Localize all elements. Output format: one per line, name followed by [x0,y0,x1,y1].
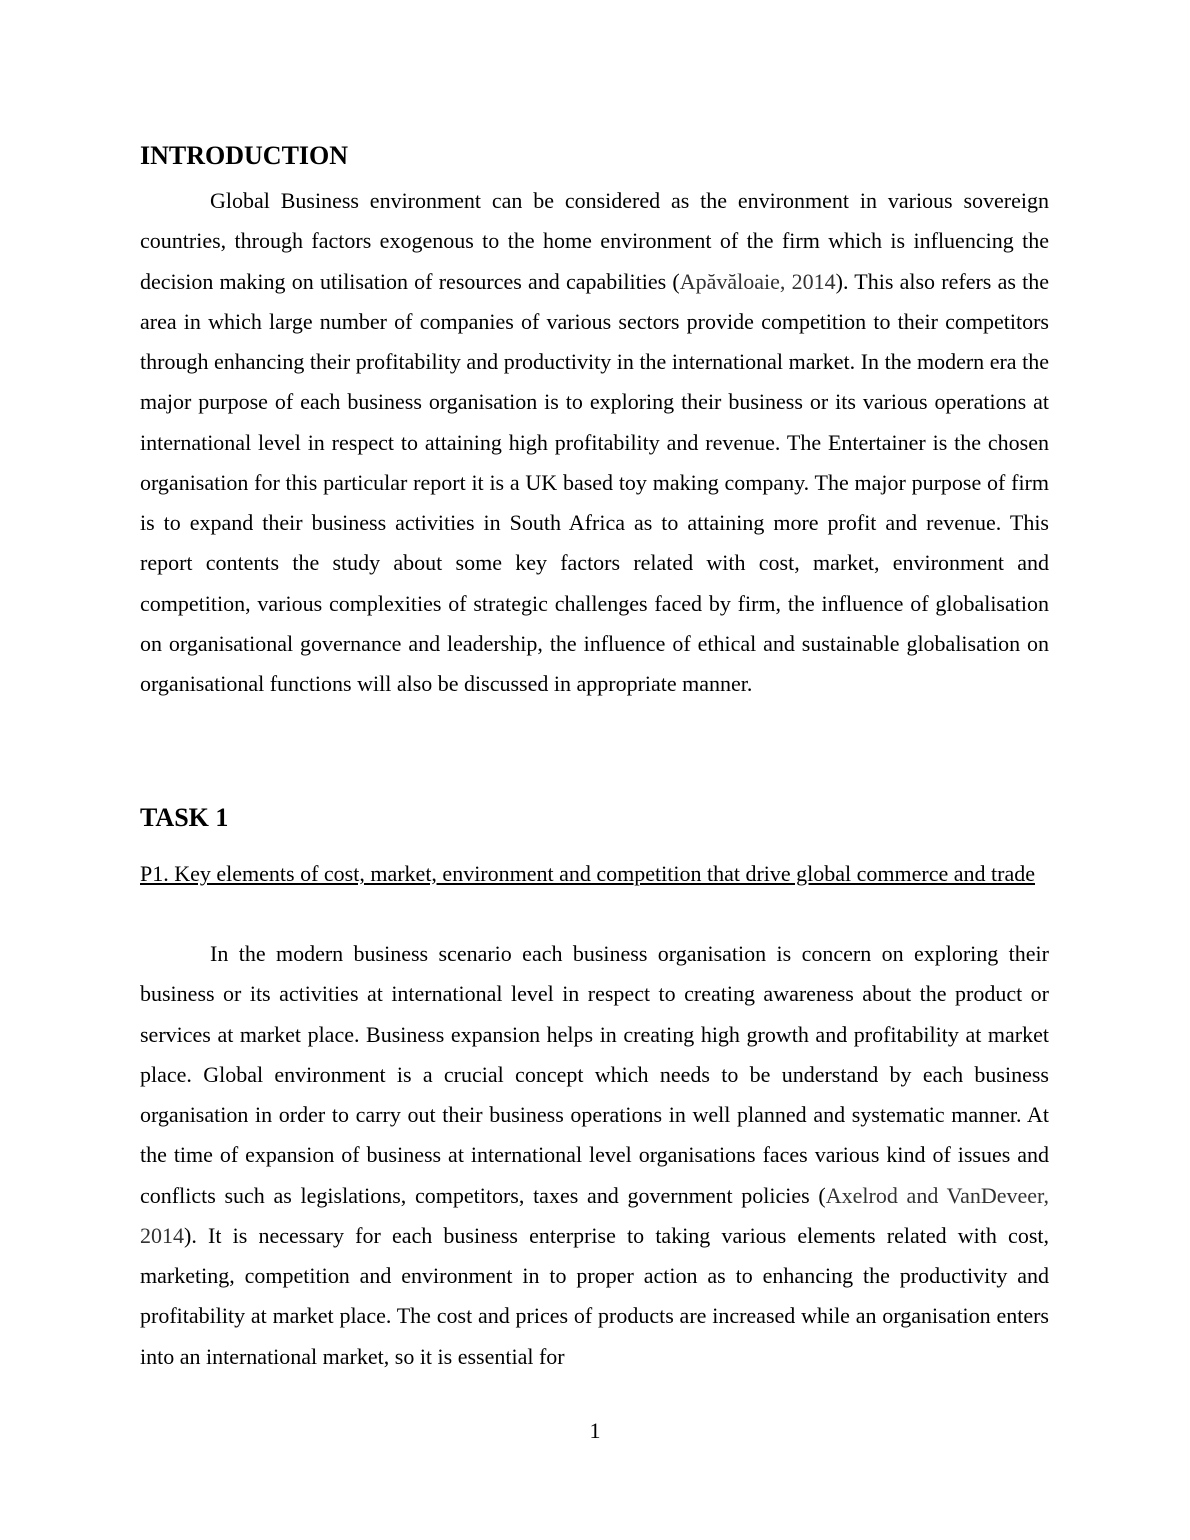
page-number: 1 [589,1418,601,1443]
citation-apavaloaie: Apăvăloaie, 2014 [679,268,836,294]
task1-paragraph [140,934,1049,1377]
task1-text-part-1: In the modern business scenario each business organisation is concern on exploring their business or its activities at international level in respect to creating awareness about the product or services at market place. Business expansion helps in creating high growth and profitability at market place. Global environment is a crucial concept which needs to be understand by each business organisation in order to carry out their business operations in well planned and systematic manner. At the time of expansion of business at international level organisations faces various kind of issues and conflicts such as legislations, competitors, taxes and government policies ( [140,941,1049,1208]
p1-subheading: P1. Key elements of cost, market, environment and competition that drive global commerce and trade [140,861,1035,886]
introduction-text-part-2: ). This also refers as the area in which large number of companies of various sectors provide competition to their competitors through enhancing their profitability and productivity in the international market. In the modern era the major purpose of each business organisation is to exploring their business or its various operations at international level in respect to attaining high profitability and revenue. The Entertainer is the chosen organisation for this particular report it is a UK based toy making company. The major purpose of firm is to expand their business activities in South Africa as to attaining more profit and revenue. This report contents the study about some key factors related with cost, market, environment and competition, various complexities of strategic challenges faced by firm, the influence of globalisation on organisational governance and leadership, the influence of ethical and sustainable globalisation on organisational functions will also be discussed in appropriate manner. [140,268,1049,696]
introduction-heading: INTRODUCTION [140,141,349,170]
introduction-paragraph [140,181,1049,704]
task1-text-part-2: ). It is necessary for each business enterprise to taking various elements related with cost, marketing, competition and environment in to proper action as to enhancing the productivity and profitability at market place. The cost and prices of products are increased while an organisation enters into an international market, so it is essential for [140,1222,1049,1369]
task1-heading: TASK 1 [140,803,229,832]
introduction-text-part-1: Global Business environment can be considered as the environment in various sovereign countries, through factors exogenous to the home environment of the firm which is influencing the decision making on utilisation of resources and capabilities ( [140,188,1049,294]
citation-axelrod-vandeveer: Axelrod and VanDeveer, 2014 [140,1182,1049,1248]
